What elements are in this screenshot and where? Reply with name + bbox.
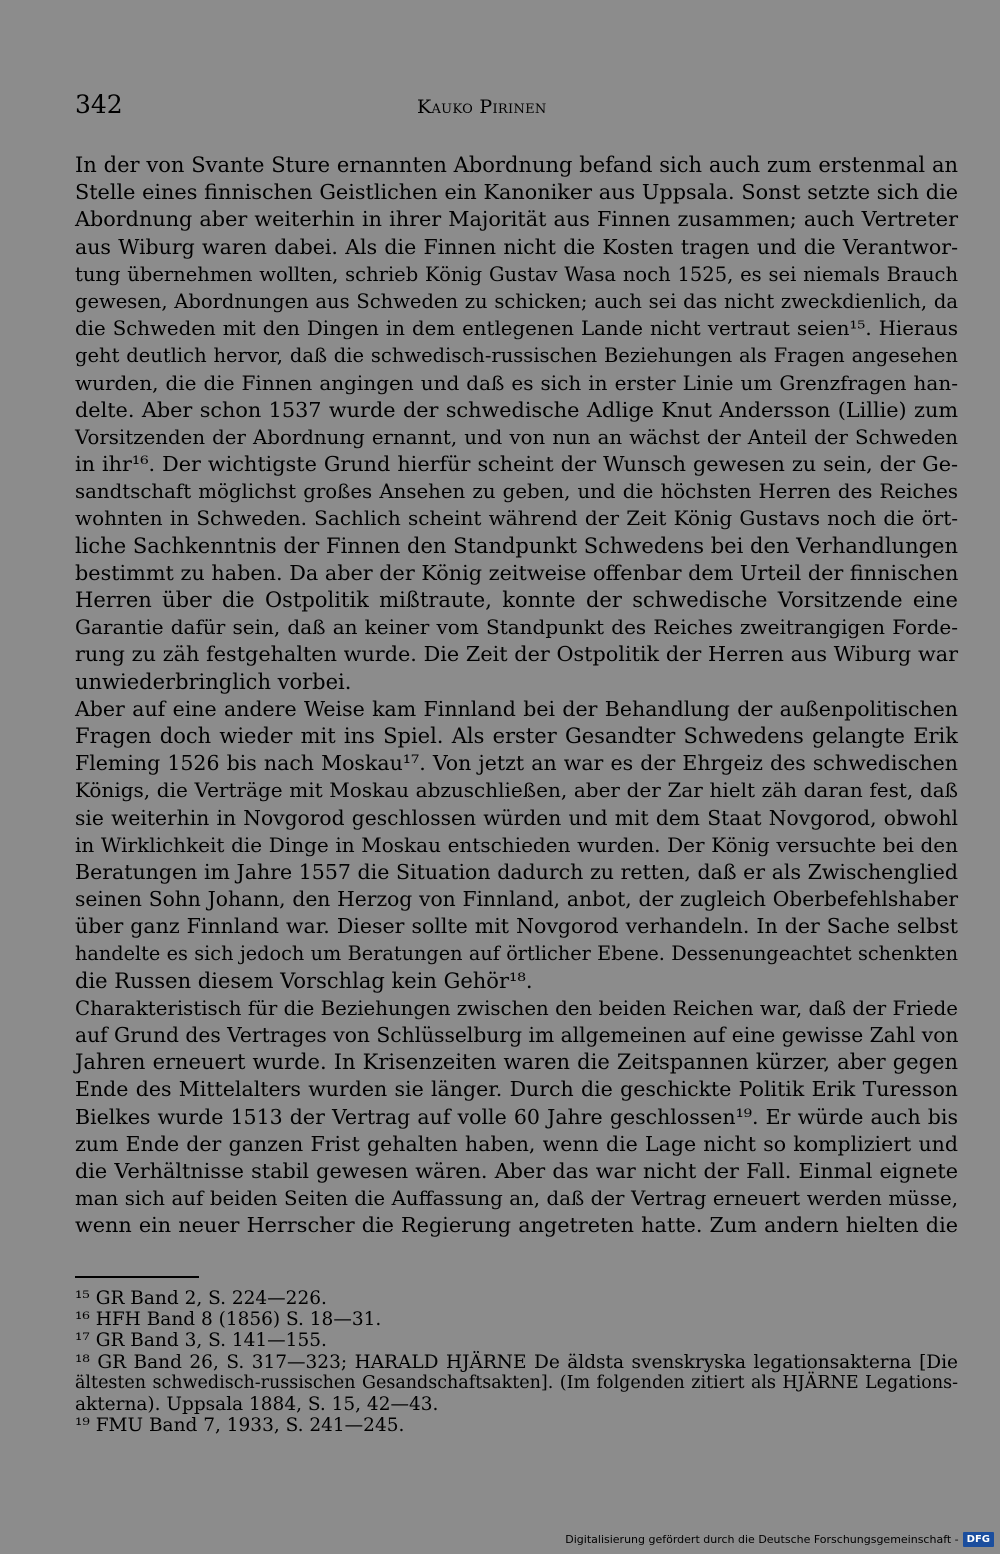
text-line: delte. Aber schon 1537 wurde der schwedische Adlige Knut Andersson (Lillie) zum [75, 397, 958, 422]
text-line: zum Ende der ganzen Frist gehalten haben, wenn die Lage nicht so kompliziert und [75, 1131, 958, 1156]
text-line: aus Wiburg waren dabei. Als die Finnen nicht die Kosten tragen und die Verantwor- [75, 234, 958, 259]
dfg-logo: DFG [963, 1532, 994, 1547]
digitization-credit [565, 1530, 994, 1548]
text-line: Vorsitzenden der Abordnung ernannt, und von nun an wächst der Anteil der Schweden [75, 425, 958, 449]
body-text [75, 152, 958, 1240]
text-line: sie weiterhin in Novgorod geschlossen würden und mit dem Staat Novgorod, obwohl [75, 805, 958, 830]
text-line: über ganz Finnland war. Dieser sollte mit Novgorod verhandeln. In der Sache selbst [75, 914, 958, 939]
footnote-18: ¹⁸ GR Band 26, S. 317—323; HARALD HJÄRNE De äldsta svenskryska legationsakterna [Die [75, 1351, 958, 1373]
text-line: man sich auf beiden Seiten die Auffassung an, daß der Vertrag erneuert werden müsse, [75, 1187, 958, 1211]
text-line: unwiederbringlich vorbei. [75, 669, 352, 694]
text-line: geht deutlich hervor, daß die schwedisch-russischen Beziehungen als Fragen angesehen [75, 344, 958, 368]
footnote-15: ¹⁵ GR Band 2, S. 224—226. [75, 1288, 327, 1309]
footnote-18-cont: akterna). Uppsala 1884, S. 15, 42—43. [75, 1393, 439, 1415]
text-line: auf Grund des Vertrages von Schlüsselburg im allgemeinen auf eine gewisse Zahl von [75, 1023, 959, 1047]
text-line: liche Sachkenntnis der Finnen den Standpunkt Schwedens bei den Verhandlungen [75, 533, 958, 558]
text-line: Stelle eines finnischen Geistlichen ein Kanoniker aus Uppsala. Sonst setzte sich die [75, 180, 958, 205]
text-line: Bielkes wurde 1513 der Vertrag auf volle 60 Jahre geschlossen¹⁹. Er würde auch bis [75, 1104, 958, 1129]
text-line: Fragen doch wieder mit ins Spiel. Als erster Gesandter Schwedens gelangte Erik [75, 723, 958, 748]
text-line: Beratungen im Jahre 1557 die Situation dadurch zu retten, daß er als Zwischenglied [75, 859, 958, 884]
text-line: Herren über die Ostpolitik mißtraute, konnte der schwedische Vorsitzende eine [75, 588, 958, 612]
text-line: Garantie dafür sein, daß an keiner vom Standpunkt des Reiches zweitrangigen Forde- [75, 615, 958, 640]
page-number: 342 [75, 90, 123, 119]
text-line: in ihr¹⁶. Der wichtigste Grund hierfür scheint der Wunsch gewesen zu sein, der Ge- [75, 452, 958, 477]
text-line: handelte es sich jedoch um Beratungen auf örtlicher Ebene. Dessenungeachtet schenkten [75, 942, 958, 966]
text-line: Ende des Mittelalters wurden sie länger. Durch die geschickte Politik Erik Turesson [75, 1077, 958, 1102]
credit-text: Digitalisierung gefördert durch die Deutsche Forschungsgemeinschaft - [565, 1532, 959, 1546]
footnote-18-cont: ältesten schwedisch-russischen Gesandschaftsakten]. (Im folgenden zitiert als HJÄRNE Legations- [75, 1372, 958, 1393]
footnote-17: ¹⁷ GR Band 3, S. 141—155. [75, 1330, 327, 1352]
text-line: gewesen, Abordnungen aus Schweden zu schicken; auch sei das nicht zweckdienlich, da [75, 289, 958, 313]
text-line: rung zu zäh festgehalten wurde. Die Zeit der Ostpolitik der Herren aus Wiburg war [75, 642, 958, 667]
text-line: Charakteristisch für die Beziehungen zwischen den beiden Reichen war, daß der Friede [75, 996, 958, 1020]
footnote-16: ¹⁶ HFH Band 8 (1856) S. 18—31. [75, 1309, 382, 1331]
text-line: Abordnung aber weiterhin in ihrer Majorität aus Finnen zusammen; auch Vertreter [75, 207, 958, 232]
footnote-divider [75, 1276, 199, 1278]
footnote-19: ¹⁹ FMU Band 7, 1933, S. 241—245. [75, 1415, 405, 1437]
text-line: wurden, die die Finnen angingen und daß es sich in erster Linie um Grenzfragen han- [75, 370, 958, 395]
text-line: wenn ein neuer Herrscher die Regierung angetreten hatte. Zum andern hielten die [75, 1213, 958, 1238]
text-line: wohnten in Schweden. Sachlich scheint während der Zeit König Gustavs noch die ört- [75, 506, 958, 531]
text-line: in Wirklichkeit die Dinge in Moskau entschieden wurden. Der König versuchte bei den [75, 832, 958, 857]
text-line: die Verhältnisse stabil gewesen wären. Aber das war nicht der Fall. Einmal eignete [75, 1158, 958, 1183]
text-line: Jahren erneuert wurde. In Krisenzeiten waren die Zeitspannen kürzer, aber gegen [75, 1050, 958, 1075]
text-line: die Russen diesem Vorschlag kein Gehör¹⁸. [75, 968, 533, 993]
text-line: die Schweden mit den Dingen in dem entlegenen Lande nicht vertraut seien¹⁵. Hieraus [75, 317, 958, 341]
text-line: Aber auf eine andere Weise kam Finnland bei der Behandlung der außenpolitischen [75, 696, 958, 721]
running-head: Kauko Pirinen [417, 96, 547, 118]
page-header [75, 88, 958, 128]
text-line: Königs, die Verträge mit Moskau abzuschließen, aber der Zar hielt zäh daran fest, daß [75, 778, 958, 803]
text-line: bestimmt zu haben. Da aber der König zeitweise offenbar dem Urteil der finnischen [75, 560, 959, 585]
footnotes [75, 1288, 958, 1436]
text-line: sandtschaft möglichst großes Ansehen zu geben, und die höchsten Herren des Reiches [75, 480, 958, 504]
text-line: seinen Sohn Johann, den Herzog von Finnland, anbot, der zugleich Oberbefehlshaber [75, 887, 958, 912]
text-line: In der von Svante Sture ernannten Abordnung befand sich auch zum erstenmal an [75, 153, 958, 177]
text-line: Fleming 1526 bis nach Moskau¹⁷. Von jetzt an war es der Ehrgeiz des schwedischen [75, 751, 958, 776]
text-line: tung übernehmen wollten, schrieb König Gustav Wasa noch 1525, es sei niemals Brauch [75, 262, 958, 286]
